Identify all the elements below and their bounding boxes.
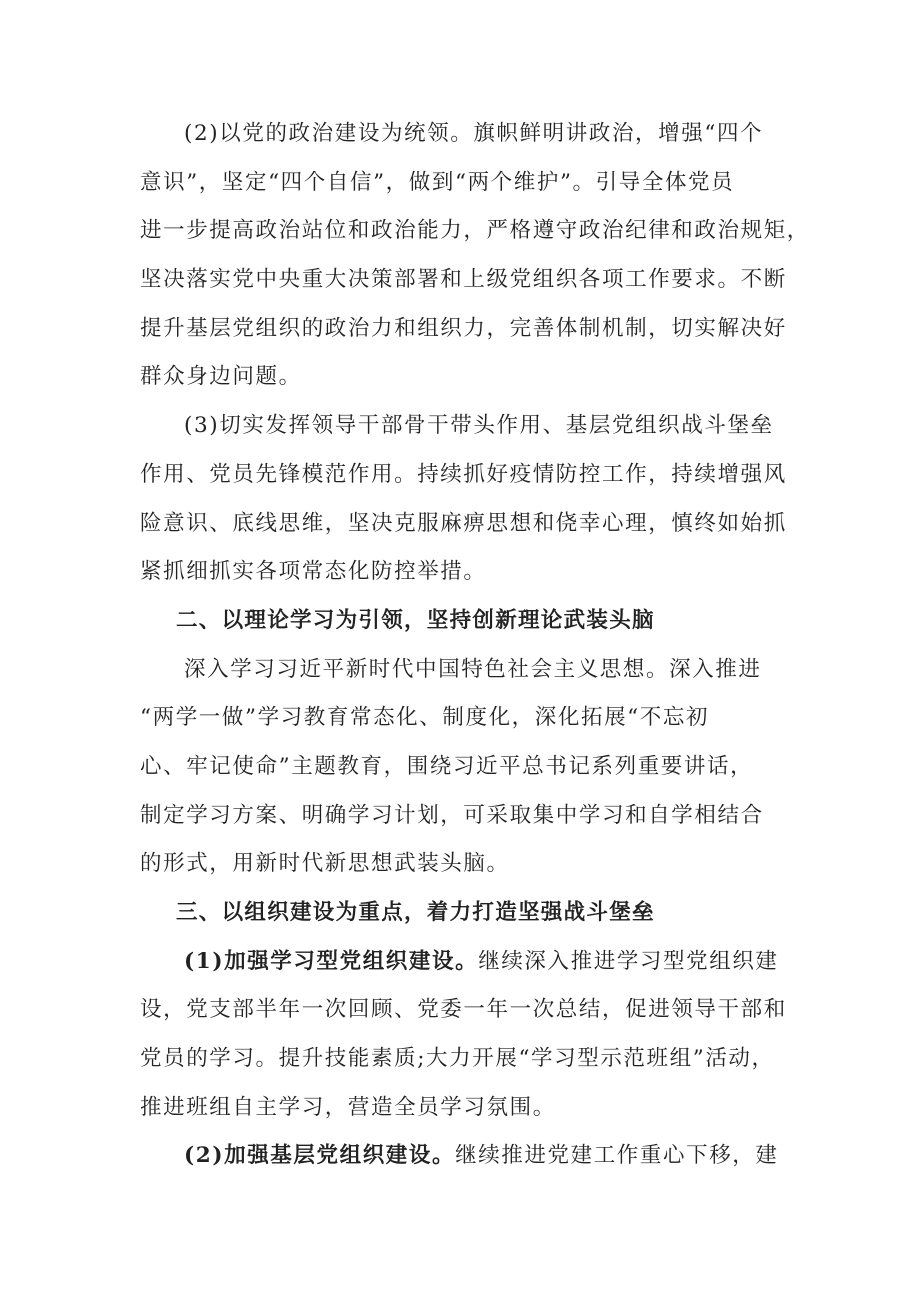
item-text: 继续推进党建工作重心下移，建 xyxy=(455,1143,779,1169)
paragraph-line: 坚决落实党中央重大决策部署和上级党组织各项工作要求。不断 xyxy=(140,267,787,293)
paragraph-line: 深入学习习近平新时代中国特色社会主义思想。深入推进 xyxy=(184,656,762,682)
paragraph-line: 进一步提高政治站位和政治能力，严格遵守政治纪律和政治规矩， xyxy=(140,218,810,244)
paragraph-theory-study xyxy=(140,646,800,889)
paragraph-leading-role xyxy=(140,402,800,597)
paragraph-line xyxy=(140,938,800,987)
paragraph-line: 推进班组自主学习，营造全员学习氛围。 xyxy=(140,1094,556,1120)
paragraph-line: 作用、党员先锋模范作用。持续抓好疫情防控工作，持续增强风 xyxy=(140,461,787,487)
paragraph-line: 提升基层党组织的政治力和组织力，完善体制机制，切实解决好 xyxy=(140,315,787,341)
paragraph-line: 制定学习方案、明确学习计划，可采取集中学习和自学相结合 xyxy=(140,802,764,828)
paragraph-line: 心、牢记使命”主题教育，围绕习近平总书记系列重要讲话， xyxy=(140,753,754,779)
paragraph-line: 意识”，坚定“四个自信”，做到“两个维护”。引导全体党员 xyxy=(140,169,735,195)
paragraph-political-construction xyxy=(140,110,810,402)
paragraph-line xyxy=(140,1132,800,1181)
paragraph-line: “两学一做”学习教育常态化、制度化，深化拓展“不忘初 xyxy=(140,705,710,731)
item-title: (2)加强基层党组织建设。 xyxy=(184,1143,456,1169)
paragraph-line: 设，党支部半年一次回顾、党委一年一次总结，促进领导干部和 xyxy=(140,997,787,1023)
paragraph-line: 的形式，用新时代新思想武装头脑。 xyxy=(140,851,510,877)
paragraph-line: 紧抓细抓实各项常态化防控举措。 xyxy=(140,559,487,585)
document-body xyxy=(140,110,810,1181)
item-title: (1)加强学习型党组织建设。 xyxy=(184,948,479,974)
section-heading-organization-building: 三、以组织建设为重点，着力打造坚强战斗堡垒 xyxy=(176,900,655,925)
paragraph-line: 党员的学习。提升技能素质;大力开展“学习型示范班组”活动， xyxy=(140,1046,775,1072)
paragraph-line: (2)以党的政治建设为统领。旗帜鲜明讲政治，增强“四个 xyxy=(184,121,764,146)
paragraph-learning-organization xyxy=(140,938,800,1133)
section-heading-theory-study: 二、以理论学习为引领，坚持创新理论武装头脑 xyxy=(176,607,655,633)
paragraph-line: 群众身边问题。 xyxy=(140,364,302,390)
paragraph-grassroots-organization xyxy=(140,1132,800,1181)
paragraph-line: (3)切实发挥领导干部骨干带头作用、基层党组织战斗堡垒 xyxy=(184,413,774,439)
paragraph-line: 险意识、底线思维，坚决克服麻痹思想和侥幸心理，慎终如始抓 xyxy=(140,510,787,536)
item-text: 继续深入推进学习型党组织建 xyxy=(478,948,779,974)
